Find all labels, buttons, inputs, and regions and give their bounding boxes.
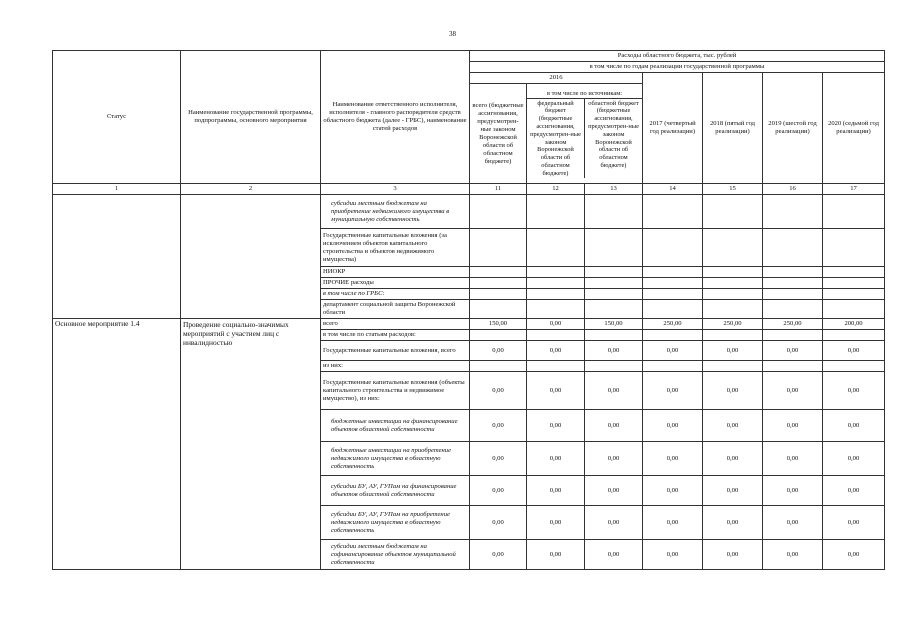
row-label: субсидии местным бюджетам на софинансирование объектов муниципальной собственности bbox=[321, 540, 470, 570]
value-cell: 0,00 bbox=[823, 341, 885, 361]
value-cell: 0,00 bbox=[823, 442, 885, 476]
value-cell: 0,00 bbox=[585, 540, 643, 570]
row-label: департамент социальной защиты Воронежской области bbox=[321, 300, 470, 319]
value-cell: 0,00 bbox=[470, 476, 527, 506]
row-label: субсидии местным бюджетам на приобретение недвижимого имущества в муниципальную собственность bbox=[321, 195, 470, 229]
value-cell: 0,00 bbox=[703, 506, 763, 540]
value-cell: 0,00 bbox=[643, 442, 703, 476]
value-cell: 250,00 bbox=[643, 319, 703, 330]
value-cell: 0,00 bbox=[527, 476, 585, 506]
row-label: в том числе по ГРБС: bbox=[321, 289, 470, 300]
header-2018: 2018 (пятый год реализации) bbox=[703, 73, 763, 184]
value-cell: 0,00 bbox=[703, 341, 763, 361]
table-row bbox=[53, 319, 885, 330]
header-sources-cell bbox=[527, 84, 643, 184]
value-cell: 0,00 bbox=[643, 341, 703, 361]
col-index: 2 bbox=[181, 184, 321, 195]
header-year-2016: 2016 bbox=[470, 73, 643, 84]
value-cell: 0,00 bbox=[470, 540, 527, 570]
row-label: в том числе по статьям расходов: bbox=[321, 330, 470, 341]
value-cell: 250,00 bbox=[763, 319, 823, 330]
value-cell: 0,00 bbox=[585, 372, 643, 410]
header-executor: Наименование ответственного исполнителя, исполнителя - главного распорядителя средств областного бюджета (далее - ГРБС), наименование статей расходов bbox=[321, 51, 470, 184]
col-index: 3 bbox=[321, 184, 470, 195]
value-cell: 0,00 bbox=[527, 506, 585, 540]
row-label: из них: bbox=[321, 361, 470, 372]
row-label: всего bbox=[321, 319, 470, 330]
header-2019: 2019 (шестой год реализации) bbox=[763, 73, 823, 184]
value-cell: 0,00 bbox=[763, 476, 823, 506]
value-cell: 0,00 bbox=[643, 476, 703, 506]
value-cell: 0,00 bbox=[763, 442, 823, 476]
row-label: ПРОЧИЕ расходы bbox=[321, 278, 470, 289]
col-index: 17 bbox=[823, 184, 885, 195]
col-index: 1 bbox=[53, 184, 181, 195]
page-number: 38 bbox=[449, 30, 456, 38]
row-label: Государственные капитальные вложения (объекты капитального строительства и недвижимое имущество), из них: bbox=[321, 372, 470, 410]
value-cell: 0,00 bbox=[470, 410, 527, 442]
header-status: Статус bbox=[53, 51, 181, 184]
value-cell: 150,00 bbox=[470, 319, 527, 330]
value-cell: 0,00 bbox=[823, 476, 885, 506]
value-cell: 0,00 bbox=[527, 410, 585, 442]
header-sources: в том числе по источникам: bbox=[527, 89, 642, 99]
value-cell: 0,00 bbox=[527, 372, 585, 410]
value-cell: 0,00 bbox=[470, 372, 527, 410]
value-cell: 0,00 bbox=[823, 410, 885, 442]
value-cell: 0,00 bbox=[585, 442, 643, 476]
header-regional: областной бюджет (бюджетные ассигнования, предусмотрен-ные законом Воронежской области об областном бюджете) bbox=[588, 99, 639, 169]
value-cell: 0,00 bbox=[470, 442, 527, 476]
measure-status: Основное мероприятие 1.4 bbox=[53, 319, 181, 570]
col-index: 15 bbox=[703, 184, 763, 195]
col-index: 16 bbox=[763, 184, 823, 195]
header-program-name: Наименование государственной программы, подпрограммы, основного мероприятия bbox=[181, 51, 321, 184]
row-label: Государственные капитальные вложения (за исключением объектов капитального строительства и объектов недвижимого имущества) bbox=[321, 229, 470, 267]
value-cell: 0,00 bbox=[470, 506, 527, 540]
value-cell: 0,00 bbox=[527, 319, 585, 330]
header-total: всего (бюджетные ассигнования, предусмотрен-ные законом Воронежской области об областном бюджете) bbox=[470, 84, 527, 184]
value-cell: 0,00 bbox=[703, 540, 763, 570]
value-cell: 0,00 bbox=[643, 506, 703, 540]
table-row bbox=[53, 195, 885, 229]
value-cell: 0,00 bbox=[643, 540, 703, 570]
row-label: субсидии БУ, АУ, ГУПам на финансирование объектов областной собственности bbox=[321, 476, 470, 506]
value-cell: 0,00 bbox=[703, 442, 763, 476]
header-federal: федеральный бюджет (бюджетные ассигнования, предусмотрен-ные законом Воронежской области об областном бюджете) bbox=[527, 99, 585, 179]
value-cell: 0,00 bbox=[823, 506, 885, 540]
col-index: 14 bbox=[643, 184, 703, 195]
header-expenses: Расходы областного бюджета, тыс. рублей bbox=[470, 51, 885, 62]
value-cell: 0,00 bbox=[527, 442, 585, 476]
value-cell: 0,00 bbox=[703, 476, 763, 506]
value-cell: 0,00 bbox=[585, 410, 643, 442]
value-cell: 200,00 bbox=[823, 319, 885, 330]
value-cell: 0,00 bbox=[763, 410, 823, 442]
value-cell: 0,00 bbox=[527, 341, 585, 361]
row-label: субсидии БУ, АУ, ГУПам на приобретение недвижимого имущества в областную собственность bbox=[321, 506, 470, 540]
value-cell: 0,00 bbox=[823, 372, 885, 410]
value-cell: 0,00 bbox=[585, 506, 643, 540]
col-index: 12 bbox=[527, 184, 585, 195]
value-cell: 0,00 bbox=[763, 341, 823, 361]
value-cell: 0,00 bbox=[585, 476, 643, 506]
header-years: в том числе по годам реализации государственной программы bbox=[470, 62, 885, 73]
value-cell: 0,00 bbox=[823, 540, 885, 570]
value-cell: 0,00 bbox=[703, 410, 763, 442]
header-2020: 2020 (седьмой год реализации) bbox=[823, 73, 885, 184]
column-index-row bbox=[53, 184, 885, 195]
value-cell: 150,00 bbox=[585, 319, 643, 330]
row-label: бюджетные инвестиции на приобретение недвижимого имущества в областную собственность bbox=[321, 442, 470, 476]
value-cell: 0,00 bbox=[763, 372, 823, 410]
col-index: 13 bbox=[585, 184, 643, 195]
measure-name: Проведение социально-значимых мероприятий с участием лиц с инвалидностью bbox=[181, 319, 321, 570]
value-cell: 250,00 bbox=[703, 319, 763, 330]
col-index: 11 bbox=[470, 184, 527, 195]
name-cell-empty bbox=[181, 195, 321, 319]
value-cell: 0,00 bbox=[643, 372, 703, 410]
status-cell-empty bbox=[53, 195, 181, 319]
budget-table bbox=[52, 50, 885, 570]
value-cell: 0,00 bbox=[703, 372, 763, 410]
row-label: НИОКР bbox=[321, 267, 470, 278]
value-cell: 0,00 bbox=[527, 540, 585, 570]
value-cell: 0,00 bbox=[763, 540, 823, 570]
value-cell: 0,00 bbox=[470, 341, 527, 361]
header-2017: 2017 (четвертый год реализации) bbox=[643, 73, 703, 184]
value-cell: 0,00 bbox=[643, 410, 703, 442]
value-cell: 0,00 bbox=[763, 506, 823, 540]
row-label: Государственные капитальные вложения, всего bbox=[321, 341, 470, 361]
value-cell: 0,00 bbox=[585, 341, 643, 361]
row-label: бюджетные инвестиции на финансирование объектов областной собственности bbox=[321, 410, 470, 442]
